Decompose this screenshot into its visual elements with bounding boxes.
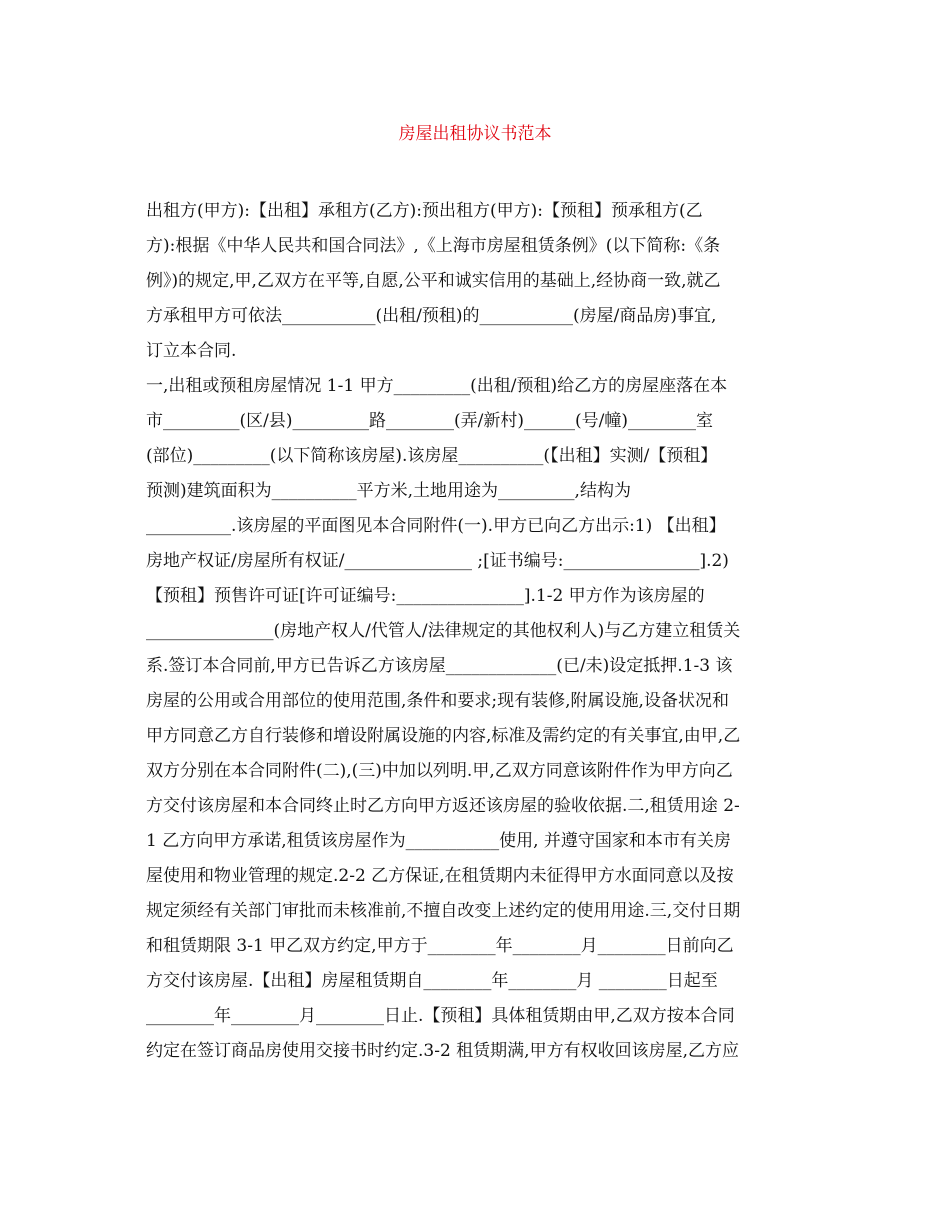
body-line: 和租赁期限 3-1 甲乙双方约定,甲方于________年________月________日前向乙	[146, 936, 734, 956]
body-line: 1 乙方向甲方承诺,租赁该房屋作为___________使用, 并遵守国家和本市有关房	[146, 831, 731, 851]
body-line: 出租方(甲方):【出租】承租方(乙方):预出租方(甲方):【预租】预承租方(乙	[146, 201, 703, 221]
body-line: 系.签订本合同前,甲方已告诉乙方该房屋_____________(已/未)设定抵押.1-3 该	[146, 656, 733, 676]
body-line: 【预租】预售许可证[许可证编号:_______________].1-2 甲方作为该房屋的	[146, 586, 705, 606]
body-line: 预测)建筑面积为__________平方米,土地用途为_________,结构为	[146, 481, 631, 501]
body-line: 订立本合同.	[146, 341, 237, 361]
body-line: 房屋的公用或合用部位的使用范围,条件和要求;现有装修,附属设施,设备状况和	[146, 691, 729, 711]
body-line: 房地产权证/房屋所有权证/_______________ ;[证书编号:________________].2)	[146, 551, 729, 571]
body-line: _______________(房地产权人/代管人/法律规定的其他权利人)与乙方建立租赁关	[146, 621, 741, 641]
body-line: __________.该房屋的平面图见本合同附件(一).甲方已向乙方出示:1) 【出租】	[146, 516, 726, 536]
body-line: 约定在签订商品房使用交接书时约定.3-2 租赁期满,甲方有权收回该房屋,乙方应	[146, 1041, 739, 1061]
body-line: 方交付该房屋.【出租】房屋租赁期自________年________月 ________日起至	[146, 971, 718, 991]
body-line: 方交付该房屋和本合同终止时乙方向甲方返还该房屋的验收依据.二,租赁用途 2-	[146, 796, 740, 816]
body-line: (部位)_________(以下简称该房屋).该房屋__________(【出租】实测/【预租】	[146, 446, 718, 466]
body-line: 双方分别在本合同附件(二),(三)中加以列明.甲,乙双方同意该附件作为甲方向乙	[146, 761, 733, 781]
body-line: 规定须经有关部门审批而未核准前,不擅自改变上述约定的使用用途.三,交付日期	[146, 901, 741, 921]
body-line: 屋使用和物业管理的规定.2-2 乙方保证,在租赁期内未征得甲方水面同意以及按	[146, 866, 734, 886]
body-line: 例》)的规定,甲,乙双方在平等,自愿,公平和诚实信用的基础上,经协商一致,就乙	[146, 271, 721, 291]
body-line: ________年________月________日止.【预租】具体租赁期由甲,乙双方按本合同	[146, 1006, 735, 1026]
body-line: 一,出租或预租房屋情况 1-1 甲方_________(出租/预租)给乙方的房屋座落在本	[146, 376, 728, 396]
body-line: 市_________(区/县)_________路________(弄/新村)______(号/幢)________室	[146, 411, 713, 431]
body-line: 方):根据《中华人民共和国合同法》,《上海市房屋租赁条例》(以下简称:《条	[146, 236, 721, 256]
document-body	[146, 194, 810, 1069]
body-line: 甲方同意乙方自行装修和增设附属设施的内容,标准及需约定的有关事宜,由甲,乙	[146, 726, 741, 746]
body-line: 方承租甲方可依法___________(出租/预租)的___________(房屋/商品房)事宜,	[146, 306, 717, 326]
document-title: 房屋出租协议书范本	[398, 124, 552, 144]
